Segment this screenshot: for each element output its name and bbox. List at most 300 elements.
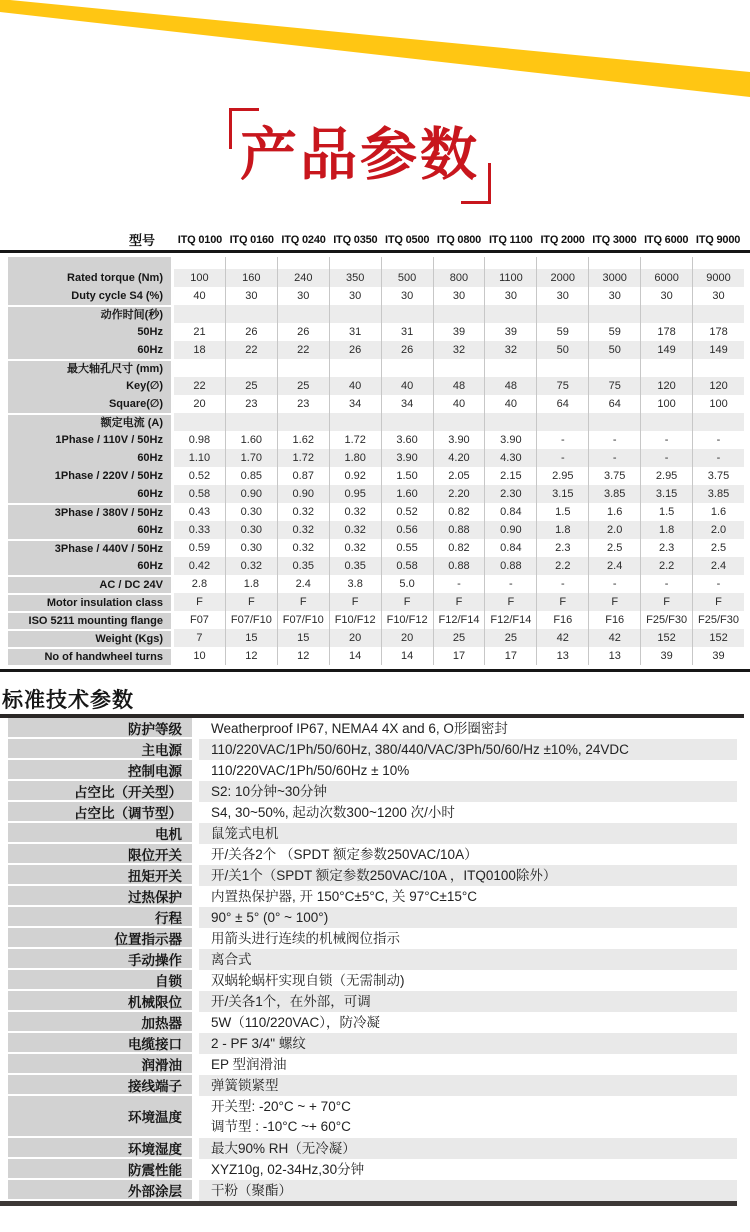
row-label: 50Hz <box>8 323 171 341</box>
table-cell: 2.30 <box>484 485 536 503</box>
table-cell: 26 <box>277 323 329 341</box>
table-cell: - <box>484 575 536 593</box>
row-label: 接线端子 <box>8 1075 192 1096</box>
table-cell: 1.6 <box>588 503 640 521</box>
table-cell <box>277 413 329 431</box>
table-row <box>8 257 744 269</box>
table-cell: 0.30 <box>225 521 277 539</box>
table-cell: 500 <box>381 269 433 287</box>
table-cell: 0.35 <box>277 557 329 575</box>
table-cell: 18 <box>174 341 225 359</box>
row-label: 环境温度 <box>8 1096 192 1138</box>
table-cell <box>329 413 381 431</box>
table-cell: 48 <box>433 377 485 395</box>
table-cell <box>174 257 225 269</box>
table-cell: 40 <box>381 377 433 395</box>
table-cell: 0.82 <box>433 539 485 557</box>
table-cell: 13 <box>536 647 588 665</box>
row-values <box>174 575 744 593</box>
table-row <box>0 886 750 907</box>
row-values <box>174 629 744 647</box>
table-cell: 75 <box>536 377 588 395</box>
product-spec-table <box>0 229 750 672</box>
model-column-header: ITQ 9000 <box>695 233 741 246</box>
table-cell: 0.98 <box>188 434 211 446</box>
table-cell: 0.88 <box>433 557 485 575</box>
table-cell <box>329 359 381 377</box>
table-cell: F <box>640 593 692 611</box>
table-cell: 0.32 <box>277 503 329 521</box>
row-values <box>174 431 744 449</box>
table-cell: 0.32 <box>329 521 381 539</box>
table-cell: F07/F10 <box>277 611 329 629</box>
row-value <box>199 718 737 739</box>
table-cell: 4.30 <box>484 449 536 467</box>
table-cell: - <box>692 449 744 467</box>
table-cell: 3.90 <box>484 431 536 449</box>
table-cell: 1.8 <box>225 575 277 593</box>
table-cell <box>433 305 485 323</box>
table-cell: 31 <box>329 323 381 341</box>
table-cell: 1.60 <box>225 431 277 449</box>
table-cell: 0.32 <box>329 503 381 521</box>
row-values <box>174 359 744 377</box>
table-cell <box>225 257 277 269</box>
row-label: Square(∅) <box>8 395 171 413</box>
row-label: 机械限位 <box>8 991 192 1012</box>
section-label: 额定电流 (A) <box>8 413 171 431</box>
table-cell: 1.8 <box>640 521 692 539</box>
model-column-header: ITQ 2000 <box>540 233 585 246</box>
table-cell: 30 <box>484 287 536 305</box>
row-values <box>174 593 744 611</box>
table-cell: - <box>640 575 692 593</box>
table-cell <box>329 305 381 323</box>
row-label: 电缆接口 <box>8 1033 192 1054</box>
row-label: 60Hz <box>8 557 171 575</box>
row-value <box>199 739 737 760</box>
table-cell: 3.60 <box>381 431 433 449</box>
table-cell: F16 <box>588 611 640 629</box>
table-cell: 0.82 <box>433 503 485 521</box>
table-row <box>8 341 744 359</box>
table-cell <box>433 257 485 269</box>
table-cell: 1.70 <box>225 449 277 467</box>
table-cell: F16 <box>536 611 588 629</box>
value-line: 开关型: -20°C ~ + 70°C <box>211 1099 351 1114</box>
model-column-header: ITQ 6000 <box>644 233 689 246</box>
table-cell <box>484 257 536 269</box>
banner-stripe <box>0 0 750 97</box>
row-label: 60Hz <box>8 485 171 503</box>
table-cell: F <box>536 593 588 611</box>
table-row <box>0 823 750 844</box>
row-label: No of handwheel turns <box>8 647 171 665</box>
table-cell: 2.5 <box>692 539 744 557</box>
row-label: 60Hz <box>8 449 171 467</box>
table-cell <box>381 305 433 323</box>
tech-table-body <box>0 718 750 1201</box>
row-values <box>174 287 744 305</box>
table-cell: 22 <box>174 377 225 395</box>
row-values <box>174 305 744 323</box>
table-cell: 2.3 <box>536 539 588 557</box>
row-value <box>199 991 737 1012</box>
table-row <box>8 611 744 629</box>
value-line: 110/220VAC/1Ph/50/60Hz ± 10% <box>211 762 410 778</box>
table-cell <box>174 359 225 377</box>
table-cell <box>225 359 277 377</box>
table-cell <box>277 359 329 377</box>
table-cell: 15 <box>277 629 329 647</box>
table-cell: 39 <box>640 647 692 665</box>
row-value <box>199 1054 737 1075</box>
table-row <box>0 1054 750 1075</box>
tech-params-table <box>0 714 750 1206</box>
row-label: 占空比（调节型） <box>8 802 192 823</box>
table-row <box>8 521 744 539</box>
table-row <box>8 593 744 611</box>
table-cell: 0.35 <box>329 557 381 575</box>
table-cell: 178 <box>640 323 692 341</box>
row-value <box>199 760 737 781</box>
table-row <box>0 844 750 865</box>
table-cell: 0.30 <box>225 503 277 521</box>
table-cell: 20 <box>329 629 381 647</box>
table-cell: 30 <box>588 287 640 305</box>
table-cell: - <box>433 575 485 593</box>
table-cell: 800 <box>433 269 485 287</box>
table-cell: 100 <box>174 269 225 287</box>
table-cell <box>277 305 329 323</box>
tech-params-heading: 标准技术参数 <box>2 689 134 712</box>
page-title: 产品参数 <box>240 123 480 187</box>
row-label: 控制电源 <box>8 760 192 781</box>
table-cell: 12 <box>277 647 329 665</box>
table-cell: 30 <box>225 287 277 305</box>
table-row <box>0 865 750 886</box>
row-value <box>199 1096 737 1138</box>
table-cell: F <box>433 593 485 611</box>
model-header-label: 型号 <box>128 233 155 248</box>
table-cell: 32 <box>484 341 536 359</box>
value-line: 内置热保护器, 开 150°C±5°C, 关 97°C±15°C <box>211 888 477 904</box>
table-cell: 0.92 <box>329 467 381 485</box>
row-value <box>199 928 737 949</box>
table-cell: 1.8 <box>536 521 588 539</box>
table-cell: 2.2 <box>640 557 692 575</box>
table-cell: 50 <box>536 341 588 359</box>
row-value <box>199 1033 737 1054</box>
table-cell: 2.20 <box>433 485 485 503</box>
table-cell: - <box>588 431 640 449</box>
table-cell: 0.33 <box>174 521 225 539</box>
table-cell: 0.87 <box>277 467 329 485</box>
table-cell <box>484 305 536 323</box>
corner-bracket-bottom-right-icon <box>461 163 491 204</box>
table-cell: 3.15 <box>640 485 692 503</box>
table-cell: 30 <box>640 287 692 305</box>
table-cell: 1.10 <box>174 449 225 467</box>
row-values <box>174 467 744 485</box>
table-bottom-divider <box>0 669 750 672</box>
table-cell: 22 <box>225 341 277 359</box>
table-cell: 2.2 <box>536 557 588 575</box>
value-line: 开/关各2个 （SPDT 额定参数250VAC/10A） <box>211 846 478 862</box>
table-cell: 1.6 <box>692 503 744 521</box>
row-values <box>174 647 744 665</box>
row-label: Motor insulation class <box>8 593 171 611</box>
table-cell: - <box>588 449 640 467</box>
table-cell: 0.52 <box>381 503 433 521</box>
table-cell: 1.72 <box>277 449 329 467</box>
value-line: 开/关1个（SPDT 额定参数250VAC/10A ，ITQ0100除外） <box>211 867 557 883</box>
table-cell: 0.90 <box>484 521 536 539</box>
table-cell: F <box>225 593 277 611</box>
row-value <box>199 802 737 823</box>
table-row <box>0 1075 750 1096</box>
table-cell: 100 <box>692 395 744 413</box>
table-row <box>8 359 744 377</box>
table-cell: 0.90 <box>277 485 329 503</box>
value-line: EP 型润滑油 <box>211 1056 287 1072</box>
table-cell <box>225 305 277 323</box>
table-row <box>0 760 750 781</box>
table-cell: F <box>588 593 640 611</box>
row-label: Key(∅) <box>8 377 171 395</box>
table-cell <box>640 305 692 323</box>
table-cell: 26 <box>381 341 433 359</box>
table-cell: 0.56 <box>381 521 433 539</box>
value-line: 弹簧锁紧型 <box>211 1077 279 1093</box>
table-cell: 0.43 <box>188 506 211 518</box>
table-cell: 75 <box>588 377 640 395</box>
value-line: 离合式 <box>211 951 252 967</box>
row-value <box>199 907 737 928</box>
table-cell: 23 <box>277 395 329 413</box>
value-line: XYZ10g, 02-34Hz,30分钟 <box>211 1161 365 1177</box>
row-value <box>199 970 737 991</box>
table-cell: 3.75 <box>588 467 640 485</box>
table-cell <box>329 257 381 269</box>
table-cell: F <box>484 593 536 611</box>
row-values <box>174 269 744 287</box>
table-cell <box>536 305 588 323</box>
table-cell: 0.59 <box>188 542 211 554</box>
table-cell: 149 <box>640 341 692 359</box>
table-cell <box>433 359 485 377</box>
row-label: 1Phase / 110V / 50Hz <box>8 431 171 449</box>
table-row <box>8 413 744 431</box>
row-values <box>174 485 744 503</box>
table-cell: 0.30 <box>225 539 277 557</box>
table-cell: 2.4 <box>588 557 640 575</box>
row-label: 扭矩开关 <box>8 865 192 886</box>
table-row <box>0 949 750 970</box>
value-line: 110/220VAC/1Ph/50/60Hz, 380/440/VAC/3Ph/50/60/Hz ±10%, 24VDC <box>211 741 629 757</box>
table-row <box>8 305 744 323</box>
table-cell: 20 <box>381 629 433 647</box>
table-cell <box>536 257 588 269</box>
row-values <box>174 257 744 269</box>
table-cell: 64 <box>588 395 640 413</box>
table-cell <box>588 257 640 269</box>
row-value <box>199 781 737 802</box>
row-label: AC / DC 24V <box>8 575 171 593</box>
table-cell: 3.85 <box>588 485 640 503</box>
table-cell: 0.32 <box>329 539 381 557</box>
table-cell <box>588 413 640 431</box>
row-values <box>174 611 744 629</box>
model-header-row <box>174 234 744 246</box>
row-label: 主电源 <box>8 739 192 760</box>
table-cell: - <box>692 575 744 593</box>
model-column-header: ITQ 1100 <box>488 233 533 246</box>
section-label: 动作时间(秒) <box>8 305 171 323</box>
row-values <box>174 377 744 395</box>
table-cell <box>277 257 329 269</box>
table-row <box>8 557 744 575</box>
table-cell: 40 <box>484 395 536 413</box>
row-label: Duty cycle S4 (%) <box>8 287 171 305</box>
row-label: 限位开关 <box>8 844 192 865</box>
row-label: 位置指示器 <box>8 928 192 949</box>
row-label: 占空比（开关型） <box>8 781 192 802</box>
table-cell: 17 <box>433 647 485 665</box>
table-cell: 50 <box>588 341 640 359</box>
table-cell: 14 <box>329 647 381 665</box>
row-label: 3Phase / 440V / 50Hz <box>8 539 171 557</box>
table-cell: - <box>692 431 744 449</box>
row-value <box>199 844 737 865</box>
row-values <box>174 557 744 575</box>
table-cell: F10/F12 <box>329 611 381 629</box>
table-cell: 2.3 <box>640 539 692 557</box>
table-cell: 2.5 <box>588 539 640 557</box>
table-cell: 1.62 <box>277 431 329 449</box>
table-cell: 40 <box>433 395 485 413</box>
table-row <box>0 1033 750 1054</box>
row-label: 防震性能 <box>8 1159 192 1180</box>
table-cell: 30 <box>692 287 744 305</box>
table-cell <box>433 413 485 431</box>
table-cell: 14 <box>381 647 433 665</box>
table-cell <box>692 305 744 323</box>
table-cell <box>381 359 433 377</box>
table-cell <box>588 305 640 323</box>
table-cell: 30 <box>277 287 329 305</box>
table-cell: 13 <box>588 647 640 665</box>
table-cell: 34 <box>329 395 381 413</box>
table-cell: 30 <box>329 287 381 305</box>
table-cell: 1.50 <box>381 467 433 485</box>
table-cell: 3.8 <box>329 575 381 593</box>
row-value <box>199 949 737 970</box>
table-cell: 152 <box>692 629 744 647</box>
table-cell: F07/F10 <box>225 611 277 629</box>
table-row <box>0 1159 750 1180</box>
table-cell: F10/F12 <box>381 611 433 629</box>
table-cell: F25/F30 <box>640 611 692 629</box>
row-label: 电机 <box>8 823 192 844</box>
table-cell: 2000 <box>536 269 588 287</box>
row-values <box>174 413 744 431</box>
table-cell: 0.52 <box>188 470 211 482</box>
table-row <box>8 647 744 665</box>
table-row <box>0 991 750 1012</box>
table-cell: 0.42 <box>174 557 225 575</box>
tech-table-bottom-border <box>0 1201 737 1206</box>
table-cell <box>536 413 588 431</box>
table-row <box>8 395 744 413</box>
table-row <box>8 269 744 287</box>
table-cell: - <box>536 575 588 593</box>
table-cell: F <box>174 593 225 611</box>
table-cell: 0.58 <box>381 557 433 575</box>
row-label: 加热器 <box>8 1012 192 1033</box>
table-cell: 2.15 <box>484 467 536 485</box>
row-value <box>199 886 737 907</box>
table-cell: 3.90 <box>381 449 433 467</box>
value-line: Weatherproof IP67, NEMA4 4X and 6, O形圈密封 <box>211 720 508 736</box>
table-cell: 20 <box>193 398 206 410</box>
value-line: 干粉（聚酯） <box>211 1182 292 1198</box>
table-row <box>0 1012 750 1033</box>
row-label: 手动操作 <box>8 949 192 970</box>
table-cell: 2.0 <box>588 521 640 539</box>
table-cell: 0.58 <box>174 485 225 503</box>
row-value <box>199 1138 737 1159</box>
row-label: 润滑油 <box>8 1054 192 1075</box>
model-column-header: ITQ 0240 <box>281 233 326 246</box>
table-cell <box>588 359 640 377</box>
table-cell: 30 <box>536 287 588 305</box>
table-cell: 1.80 <box>329 449 381 467</box>
table-cell: 59 <box>536 323 588 341</box>
table-cell: F12/F14 <box>484 611 536 629</box>
table-row <box>0 1180 750 1201</box>
table-cell: 0.32 <box>277 539 329 557</box>
row-value <box>199 823 737 844</box>
table-cell: 39 <box>484 323 536 341</box>
table-cell: F12/F14 <box>433 611 485 629</box>
table-cell: 178 <box>692 323 744 341</box>
table-cell: F25/F30 <box>692 611 744 629</box>
table-cell: F <box>277 593 329 611</box>
table-row <box>0 781 750 802</box>
table-cell: 1.72 <box>329 431 381 449</box>
table-cell: 22 <box>277 341 329 359</box>
row-values <box>174 341 744 359</box>
table-row <box>8 323 744 341</box>
table-cell: 40 <box>193 290 206 302</box>
table-cell: 17 <box>484 647 536 665</box>
table-cell: 0.85 <box>225 467 277 485</box>
table-cell: 26 <box>329 341 381 359</box>
table-cell: F07 <box>189 614 209 626</box>
row-values <box>174 539 744 557</box>
section-label: 最大轴孔尺寸 (mm) <box>8 359 171 377</box>
table-cell: 120 <box>640 377 692 395</box>
row-label: 自锁 <box>8 970 192 991</box>
page-title-block <box>229 106 491 204</box>
table-cell: 6000 <box>640 269 692 287</box>
table-cell: 42 <box>588 629 640 647</box>
table-row <box>0 1138 750 1159</box>
table-cell: 3.90 <box>433 431 485 449</box>
table-cell: 1100 <box>484 269 536 287</box>
spec-table-body <box>8 257 744 665</box>
